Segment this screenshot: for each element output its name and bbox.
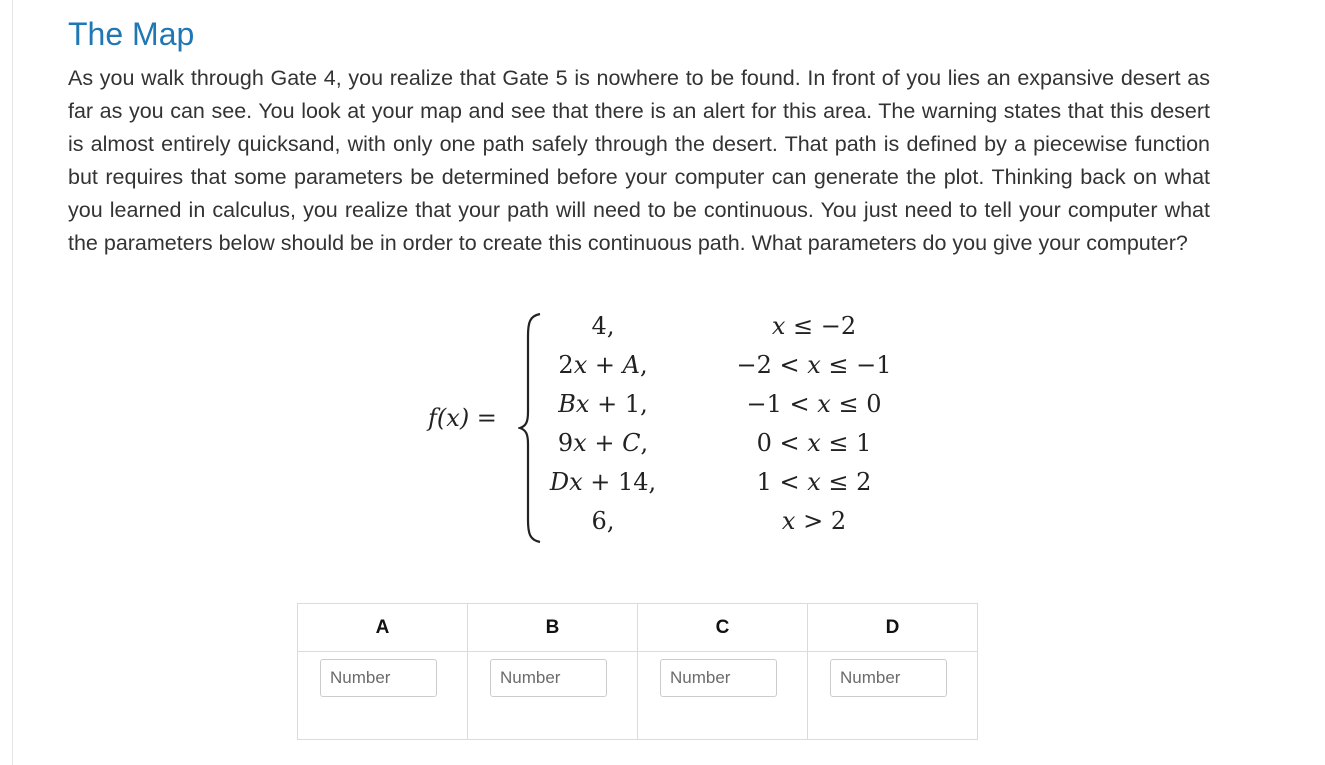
case-expression: 6, [591,507,615,535]
parameters-table [297,603,978,740]
param-b-input[interactable] [490,659,607,697]
case-expression: 9x + C, [557,429,649,457]
case-condition: 0 < x ≤ 1 [756,429,872,457]
param-c-input[interactable] [660,659,777,697]
case-expression: 2x + A, [558,351,648,379]
piecewise-function [68,304,1210,554]
cell-a [298,652,468,740]
case-expression: Dx + 14, [549,468,657,496]
case-condition: x > 2 [781,507,847,535]
case-condition: −1 < x ≤ 0 [746,390,882,418]
cell-d [808,652,978,740]
case-condition: −2 < x ≤ −1 [736,351,892,379]
param-d-input[interactable] [830,659,947,697]
cell-b [468,652,638,740]
header-b: B [468,604,638,652]
question-content [68,14,1210,638]
cell-c [638,652,808,740]
question-paragraph: As you walk through Gate 4, you realize that Gate 5 is nowhere to be found. In front of you lies an expansive desert as far as you can see. You look at your map and see that there is an alert for this area. The warning states that this desert is almost entirely quicksand, with only one path safely through the desert. That path is defined by a piecewise function but requires that some parameters be determined before your computer can generate the plot. Thinking back on what you learned in calculus, you realize that your path will need to be continuous. You just need to tell your computer what the parameters below should be in order to create this continuous path. What parameters do you give your computer? [68,66,1210,255]
function-lhs: f(x) = [428,404,497,432]
case-condition: 1 < x ≤ 2 [756,468,872,496]
table-input-row [298,652,978,740]
header-c: C [638,604,808,652]
page-title: The Map [68,16,195,52]
header-a: A [298,604,468,652]
case-expression: Bx + 1, [558,390,648,418]
left-border [12,0,13,765]
param-a-input[interactable] [320,659,437,697]
header-d: D [808,604,978,652]
case-condition: x ≤ −2 [771,312,857,340]
case-expression: 4, [591,312,615,340]
table-header-row [298,604,978,652]
